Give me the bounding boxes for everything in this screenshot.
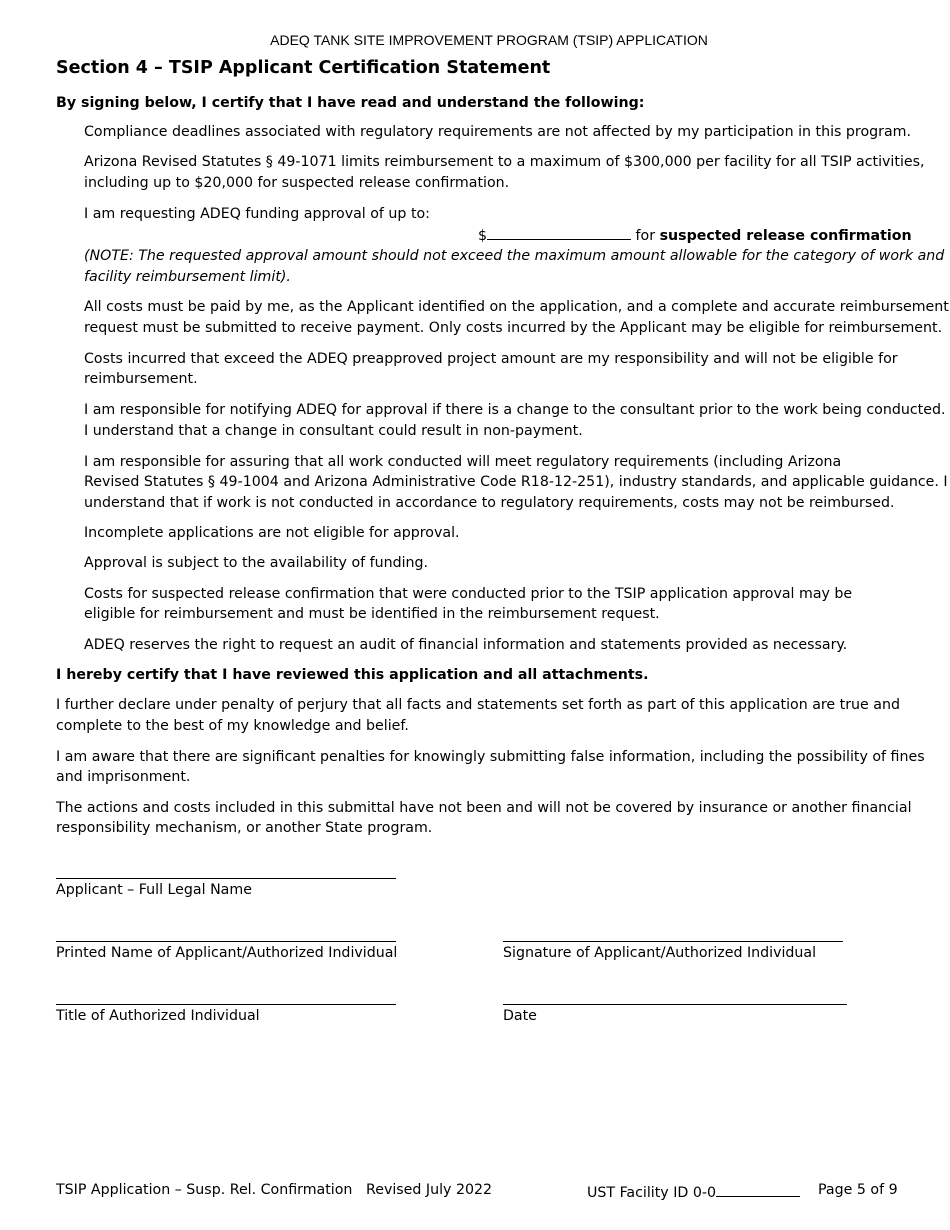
dollar-sign: $ (478, 228, 488, 244)
item-prior-costs-line1: Costs for suspected release confirmation that were conducted prior to the TSIP application approval may be (84, 586, 853, 602)
footer-facility-id (587, 1182, 800, 1201)
item-assure-line2: Revised Statutes § 49-1004 and Arizona Administrative Code R18-12-251), industry standards, and applicable guidance. I (84, 474, 948, 490)
penalties-line2: and imprisonment. (56, 769, 191, 785)
note-line1: (NOTE: The requested approval amount should not exceed the maximum amount allowable for the category of work and (84, 248, 945, 264)
title-line[interactable] (56, 1004, 396, 1005)
page-header: ADEQ TANK SITE IMPROVEMENT PROGRAM (TSIP) APPLICATION (270, 32, 708, 48)
date-line[interactable] (503, 1004, 847, 1005)
perjury-line1: I further declare under penalty of perjury that all facts and statements set forth as part of this application are true and (56, 697, 900, 713)
note-line2: facility reimbursement limit). (84, 269, 291, 285)
item-exceed-line2: reimbursement. (84, 371, 198, 387)
item-requesting: I am requesting ADEQ funding approval of up to: (84, 206, 430, 222)
footer-page-number: Page 5 of 9 (818, 1182, 898, 1198)
item-costs-paid-line2: request must be submitted to receive payment. Only costs incurred by the Applicant may be eligible for reimbursement. (84, 320, 943, 336)
penalties-line1: I am aware that there are significant penalties for knowingly submitting false information, including the possibility of fines (56, 749, 925, 765)
item-compliance: Compliance deadlines associated with regulatory requirements are not affected by my participation in this program. (84, 124, 911, 140)
perjury-line2: complete to the best of my knowledge and belief. (56, 718, 409, 734)
item-exceed-line1: Costs incurred that exceed the ADEQ preapproved project amount are my responsibility and will not be eligible for (84, 351, 898, 367)
title-label: Title of Authorized Individual (56, 1008, 260, 1024)
item-funding: Approval is subject to the availability of funding. (84, 555, 429, 571)
footer-revised: Revised July 2022 (366, 1182, 493, 1198)
insurance-line1: The actions and costs included in this submittal have not been and will not be covered by insurance or another financial (56, 800, 912, 816)
signature-label: Signature of Applicant/Authorized Individual (503, 945, 817, 961)
signature-line[interactable] (503, 941, 843, 942)
item-consultant-line2: I understand that a change in consultant could result in non-payment. (84, 423, 583, 439)
printed-name-line[interactable] (56, 941, 396, 942)
amount-row (478, 225, 912, 247)
amount-category: suspected release confirmation (659, 228, 912, 244)
amount-input[interactable] (487, 225, 631, 240)
certification-intro: By signing below, I certify that I have read and understand the following: (56, 95, 645, 111)
item-prior-costs-line2: eligible for reimbursement and must be identified in the reimbursement request. (84, 606, 660, 622)
printed-name-label: Printed Name of Applicant/Authorized Individual (56, 945, 398, 961)
amount-for-label: for (635, 228, 656, 244)
insurance-line2: responsibility mechanism, or another State program. (56, 820, 433, 836)
item-assure-line1: I am responsible for assuring that all work conducted will meet regulatory requirements (including Arizona (84, 454, 842, 470)
certify-heading: I hereby certify that I have reviewed this application and all attachments. (56, 667, 649, 683)
footer-form-name: TSIP Application – Susp. Rel. Confirmation (56, 1182, 353, 1198)
item-incomplete: Incomplete applications are not eligible for approval. (84, 525, 460, 541)
item-consultant-line1: I am responsible for notifying ADEQ for approval if there is a change to the consultant prior to the work being conducted. (84, 402, 946, 418)
facility-id-input[interactable] (716, 1182, 800, 1197)
section-title: Section 4 – TSIP Applicant Certification Statement (56, 58, 551, 78)
applicant-name-label: Applicant – Full Legal Name (56, 882, 252, 898)
item-audit: ADEQ reserves the right to request an audit of financial information and statements provided as necessary. (84, 637, 848, 653)
item-costs-paid-line1: All costs must be paid by me, as the Applicant identified on the application, and a complete and accurate reimbursement (84, 299, 949, 315)
date-label: Date (503, 1008, 537, 1024)
applicant-name-line[interactable] (56, 878, 396, 879)
item-ars-limit-line1: Arizona Revised Statutes § 49-1071 limits reimbursement to a maximum of $300,000 per facility for all TSIP activities, (84, 154, 925, 170)
item-assure-line3: understand that if work is not conducted in accordance to regulatory requirements, costs may not be reimbursed. (84, 495, 895, 511)
facility-id-label: UST Facility ID 0-0 (587, 1185, 717, 1201)
item-ars-limit-line2: including up to $20,000 for suspected release confirmation. (84, 175, 510, 191)
